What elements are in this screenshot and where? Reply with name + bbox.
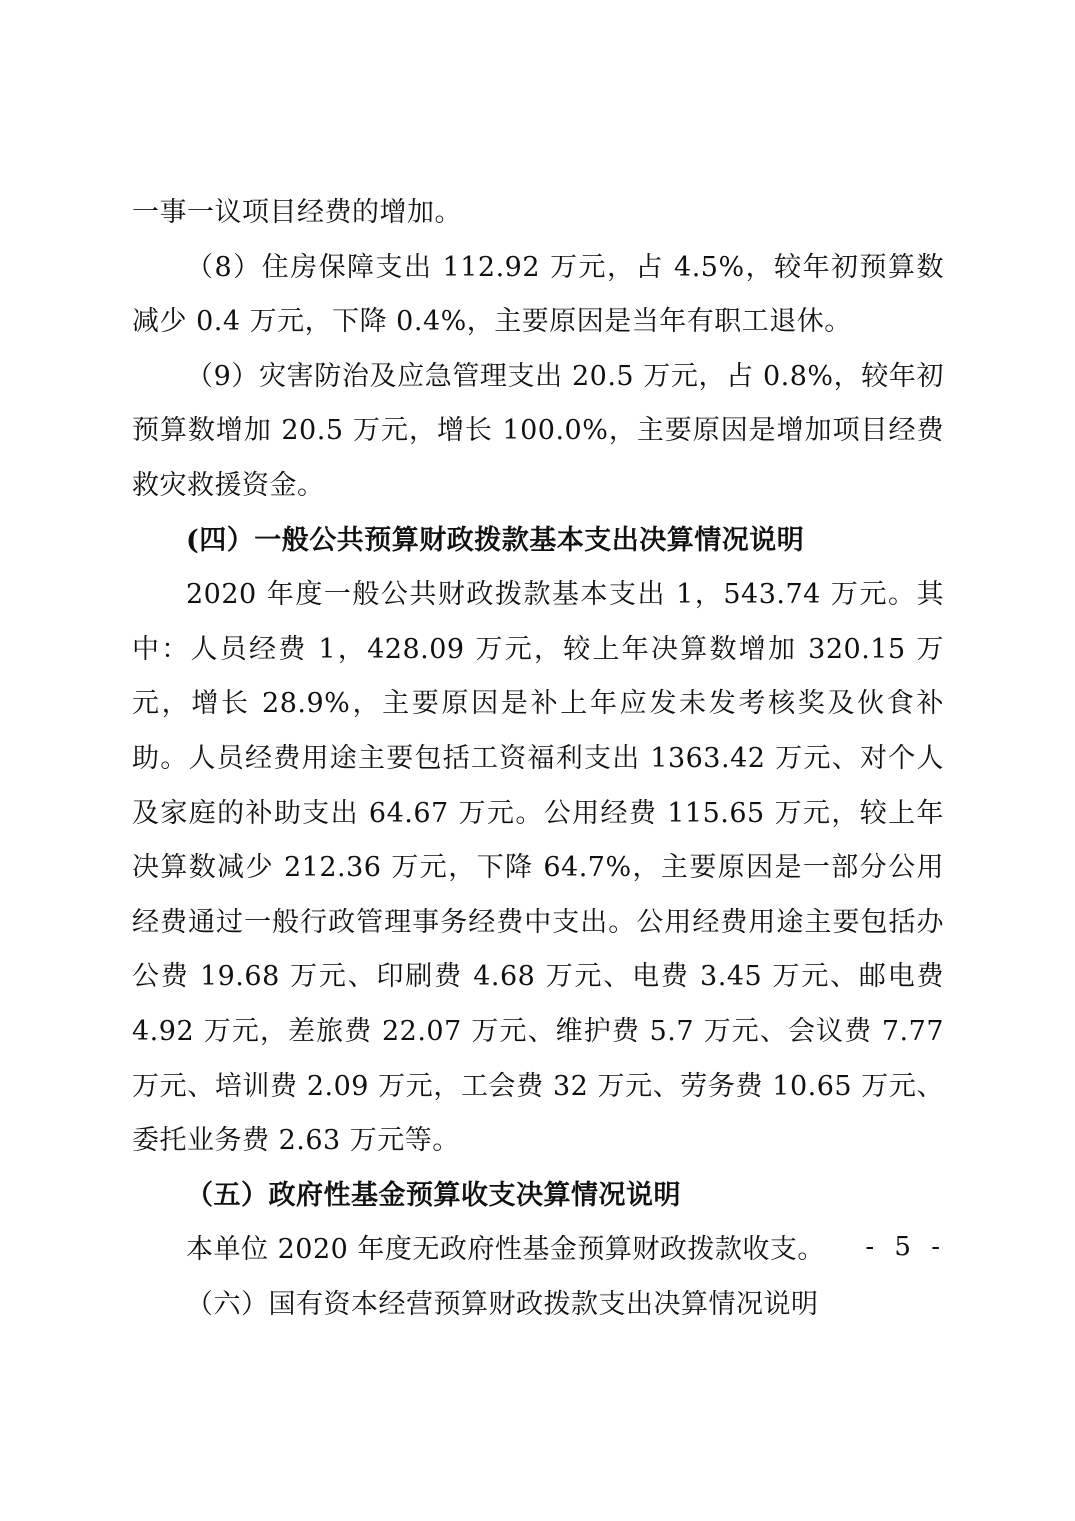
paragraph-housing-expenditure: （8）住房保障支出 112.92 万元，占 4.5%，较年初预算数减少 0.4 万元，下降 0.4%，主要原因是当年有职工退休。 xyxy=(132,251,944,338)
paragraph-continuation: 一事一议项目经费的增加。 xyxy=(132,197,462,228)
page-number: - 5 - xyxy=(865,1232,946,1262)
document-body xyxy=(132,186,944,1332)
paragraph-basic-expenditure: 2020 年度一般公共财政拨款基本支出 1，543.74 万元。其中：人员经费 1，428.09 万元，较上年决算数增加 320.15 万元，增长 28.9%，主要原因是补上年应发未发考核奖及伙食补助。人员经费用途主要包括工资福利支出 1363.42 万元、对个人及家庭的补助支出 64.67 万元。公用经费 115.65 万元，较上年决算数减少 212.36 万元，下降 64.7%，主要原因是一部分公用经费通过一般行政管理事务经费中支出。公用经费用途主要包括办公费 19.68 万元、印刷费 4.68 万元、电费 3.45 万元、邮电费 4.92 万元，差旅费 22.07 万元、维护费 5.7 万元、会议费 7.77 万元、培训费 2.09 万元，工会费 32 万元、劳务费 10.65 万元、委托业务费 2.63 万元等。 xyxy=(132,579,944,1157)
section-heading-four: (四）一般公共预算财政拨款基本支出决算情况说明 xyxy=(186,524,805,556)
paragraph-disaster-expenditure: （9）灾害防治及应急管理支出 20.5 万元，占 0.8%，较年初预算数增加 20.5 万元，增长 100.0%，主要原因是增加项目经费救灾救援资金。 xyxy=(132,360,944,501)
section-heading-five: （五）政府性基金预算收支决算情况说明 xyxy=(186,1179,681,1211)
section-heading-six: （六）国有资本经营预算财政拨款支出决算情况说明 xyxy=(186,1288,819,1320)
paragraph-government-fund: 本单位 2020 年度无政府性基金预算财政拨款收支。 xyxy=(186,1234,825,1266)
